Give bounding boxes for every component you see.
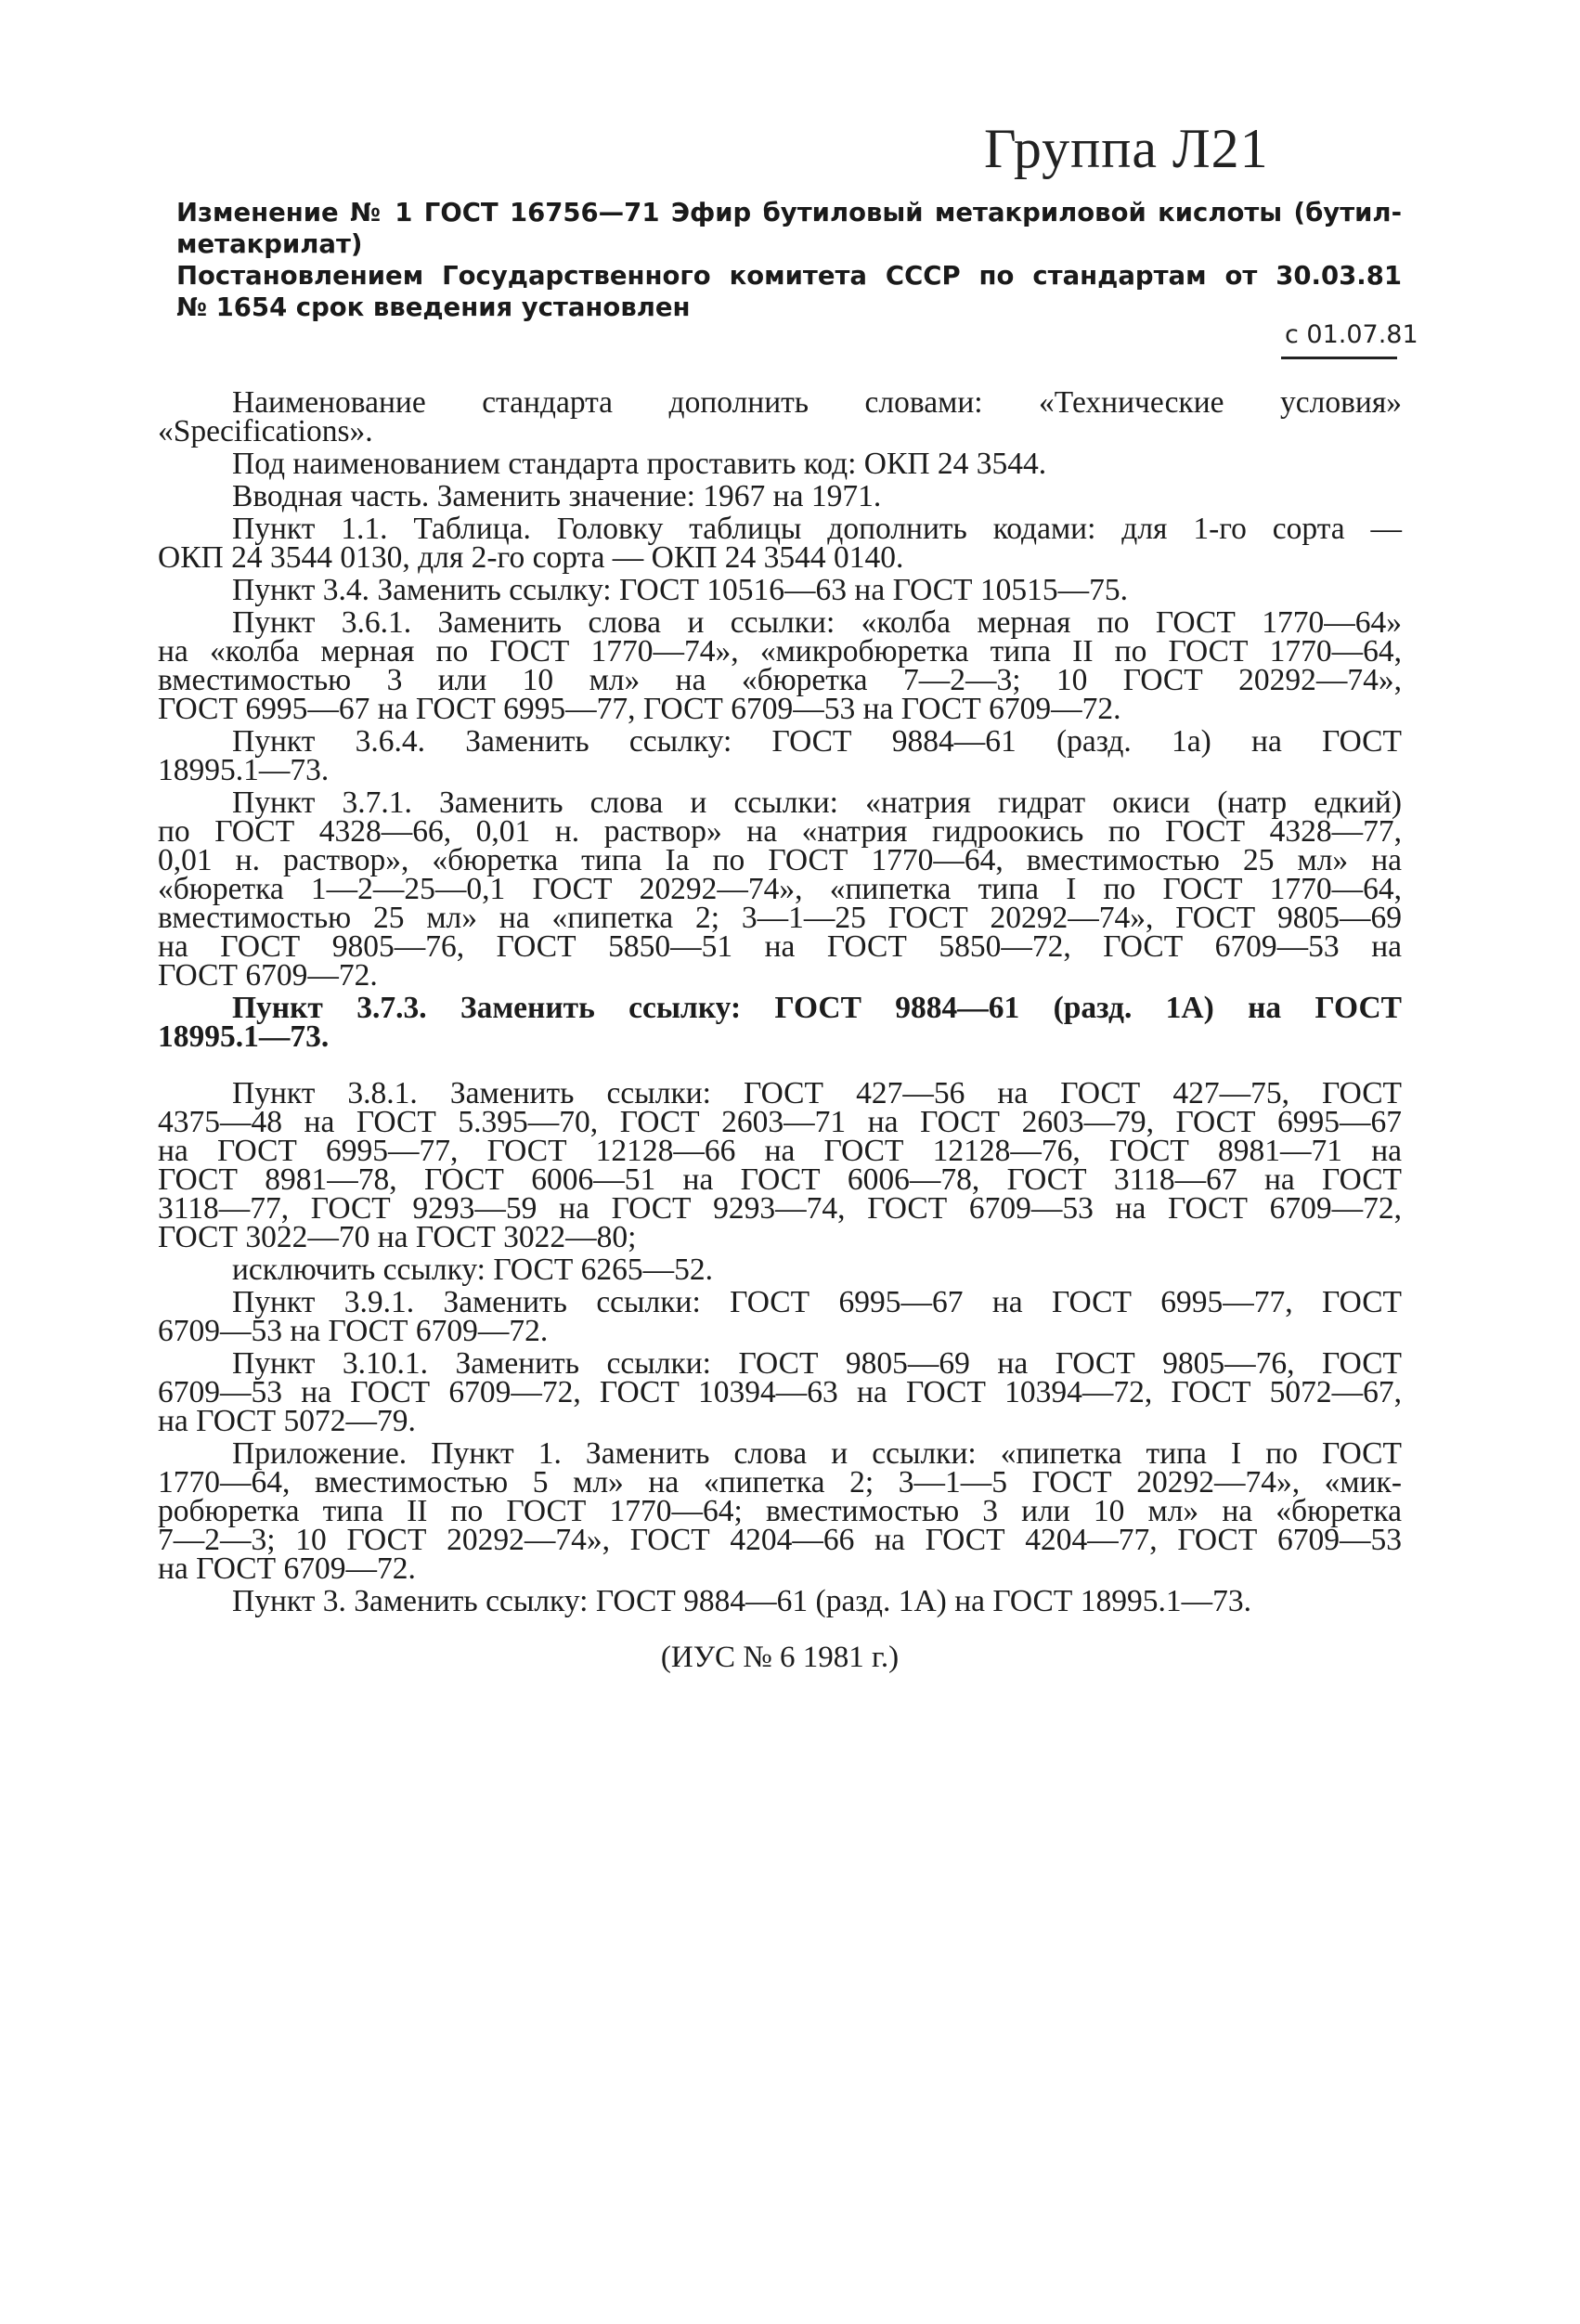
amendment-body	[158, 385, 1402, 1674]
paragraph-line: ОКП 24 3544 0130, для 2-го сорта — ОКП 24 3544 0140.	[158, 540, 904, 575]
group-label: Группа Л21	[984, 118, 1269, 179]
amendment-paragraph	[158, 991, 1402, 1054]
amendment-paragraph	[158, 605, 1402, 726]
effective-date: с 01.07.81	[1285, 320, 1418, 349]
paragraph-line: робюретка типа II по ГОСТ 1770—64; вместимостью 3 или 10 мл» на «бюретка	[158, 1494, 1402, 1528]
paragraph-line: 1770—64, вместимостью 5 мл» на «пипетка 2; 3—1—5 ГОСТ 20292—74», «мик-	[158, 1465, 1402, 1500]
amendment-paragraph	[158, 1285, 1402, 1348]
paragraph-line: Приложение. Пункт 1. Заменить слова и ссылки: «пипетка типа I по ГОСТ	[232, 1436, 1402, 1471]
paragraph-line: вместимостью 3 или 10 мл» на «бюретка 7—2—3; 10 ГОСТ 20292—74»,	[158, 663, 1402, 697]
paragraph-line: на ГОСТ 6995—77, ГОСТ 12128—66 на ГОСТ 12128—76, ГОСТ 8981—71 на	[158, 1134, 1402, 1168]
amendment-paragraph	[158, 1253, 1402, 1287]
resolution-line: Постановлением Государственного комитета СССР по стандартам от 30.03.81	[176, 261, 1402, 291]
amendment-paragraph	[158, 447, 1402, 481]
paragraph-line: 18995.1—73.	[158, 1019, 330, 1054]
paragraph-line: Пункт 3.6.1. Заменить слова и ссылки: «колба мерная по ГОСТ 1770—64»	[232, 605, 1402, 640]
paragraph-line: Вводная часть. Заменить значение: 1967 на 1971.	[232, 479, 882, 513]
paragraph-line: 6709—53 на ГОСТ 6709—72.	[158, 1314, 549, 1348]
resolution-info	[176, 260, 1402, 323]
paragraph-line: Пункт 3.8.1. Заменить ссылки: ГОСТ 427—56 на ГОСТ 427—75, ГОСТ	[232, 1076, 1402, 1110]
paragraph-line: 4375—48 на ГОСТ 5.395—70, ГОСТ 2603—71 на ГОСТ 2603—79, ГОСТ 6995—67	[158, 1105, 1402, 1139]
paragraph-line: исключить ссылку: ГОСТ 6265—52.	[232, 1253, 714, 1287]
amendment-paragraph	[158, 1436, 1402, 1586]
amendment-paragraph	[158, 573, 1402, 607]
paragraph-line: Пункт 3.4. Заменить ссылку: ГОСТ 10516—63 на ГОСТ 10515—75.	[232, 573, 1129, 607]
paragraph-line: Пункт 3.7.1. Заменить слова и ссылки: «натрия гидрат окиси (натр едкий)	[232, 785, 1402, 820]
paragraph-line: ГОСТ 6995—67 на ГОСТ 6995—77, ГОСТ 6709—53 на ГОСТ 6709—72.	[158, 692, 1121, 726]
paragraph-line: Пункт 3.6.4. Заменить ссылку: ГОСТ 9884—61 (разд. 1а) на ГОСТ	[232, 724, 1402, 759]
paragraph-line: ГОСТ 3022—70 на ГОСТ 3022—80;	[158, 1220, 637, 1254]
paragraph-line: Пункт 3. Заменить ссылку: ГОСТ 9884—61 (разд. 1А) на ГОСТ 18995.1—73.	[232, 1584, 1251, 1618]
paragraph-line: Наименование стандарта дополнить словами: «Технические условия»	[232, 385, 1402, 420]
paragraph-line: «Specifications».	[158, 414, 373, 448]
paragraph-line: на ГОСТ 5072—79.	[158, 1404, 416, 1438]
paragraph-line: на ГОСТ 6709—72.	[158, 1551, 416, 1586]
amendment-paragraph	[158, 785, 1402, 993]
paragraph-line: 6709—53 на ГОСТ 6709—72, ГОСТ 10394—63 на ГОСТ 10394—72, ГОСТ 5072—67,	[158, 1375, 1402, 1409]
amendment-paragraph	[158, 1346, 1402, 1438]
paragraph-line: 7—2—3; 10 ГОСТ 20292—74», ГОСТ 4204—66 на ГОСТ 4204—77, ГОСТ 6709—53	[158, 1523, 1402, 1557]
paragraph-line: по ГОСТ 4328—66, 0,01 н. раствор» на «натрия гидроокись по ГОСТ 4328—77,	[158, 814, 1402, 849]
amendment-paragraph	[158, 479, 1402, 513]
amendment-title	[176, 197, 1402, 260]
amendment-title-line: Изменение № 1 ГОСТ 16756—71 Эфир бутиловый метакриловой кислоты (бутил-	[176, 198, 1402, 227]
paragraph-line: 18995.1—73.	[158, 753, 330, 787]
amendment-paragraph	[158, 512, 1402, 575]
paragraph-line: на «колба мерная по ГОСТ 1770—74», «микробюретка типа II по ГОСТ 1770—64,	[158, 634, 1402, 669]
paragraph-line: Пункт 3.9.1. Заменить ссылки: ГОСТ 6995—67 на ГОСТ 6995—77, ГОСТ	[232, 1285, 1402, 1319]
paragraph-line: «бюретка 1—2—25—0,1 ГОСТ 20292—74», «пипетка типа I по ГОСТ 1770—64,	[158, 872, 1402, 906]
paragraph-line: на ГОСТ 9805—76, ГОСТ 5850—51 на ГОСТ 5850—72, ГОСТ 6709—53 на	[158, 929, 1402, 964]
paragraph-line: ГОСТ 6709—72.	[158, 958, 378, 993]
amendment-paragraphs	[158, 385, 1402, 1618]
paragraph-line: Пункт 3.7.3. Заменить ссылку: ГОСТ 9884—61 (разд. 1А) на ГОСТ	[232, 991, 1402, 1025]
paragraph-line: Пункт 1.1. Таблица. Головку таблицы дополнить кодами: для 1-го сорта —	[232, 512, 1402, 546]
paragraph-line: 3118—77, ГОСТ 9293—59 на ГОСТ 9293—74, ГОСТ 6709—53 на ГОСТ 6709—72,	[158, 1191, 1402, 1226]
publication-reference: (ИУС № 6 1981 г.)	[660, 1641, 900, 1674]
resolution-line: № 1654 срок введения установлен	[176, 292, 691, 322]
amendment-paragraph	[158, 1076, 1402, 1254]
amendment-title-line: метакрилат)	[176, 229, 363, 259]
amendment-paragraph	[158, 385, 1402, 448]
paragraph-line: Пункт 3.10.1. Заменить ссылки: ГОСТ 9805—69 на ГОСТ 9805—76, ГОСТ	[232, 1346, 1402, 1381]
paragraph-line: ГОСТ 8981—78, ГОСТ 6006—51 на ГОСТ 6006—78, ГОСТ 3118—67 на ГОСТ	[158, 1162, 1402, 1197]
paragraph-line: 0,01 н. раствор», «бюретка типа Iа по ГОСТ 1770—64, вместимостью 25 мл» на	[158, 843, 1402, 877]
paragraph-line: вместимостью 25 мл» на «пипетка 2; 3—1—25 ГОСТ 20292—74», ГОСТ 9805—69	[158, 901, 1402, 935]
paragraph-line: Под наименованием стандарта проставить код: ОКП 24 3544.	[232, 447, 1047, 481]
amendment-paragraph	[158, 724, 1402, 787]
amendment-paragraph	[158, 1584, 1402, 1618]
date-underline	[1281, 357, 1397, 359]
